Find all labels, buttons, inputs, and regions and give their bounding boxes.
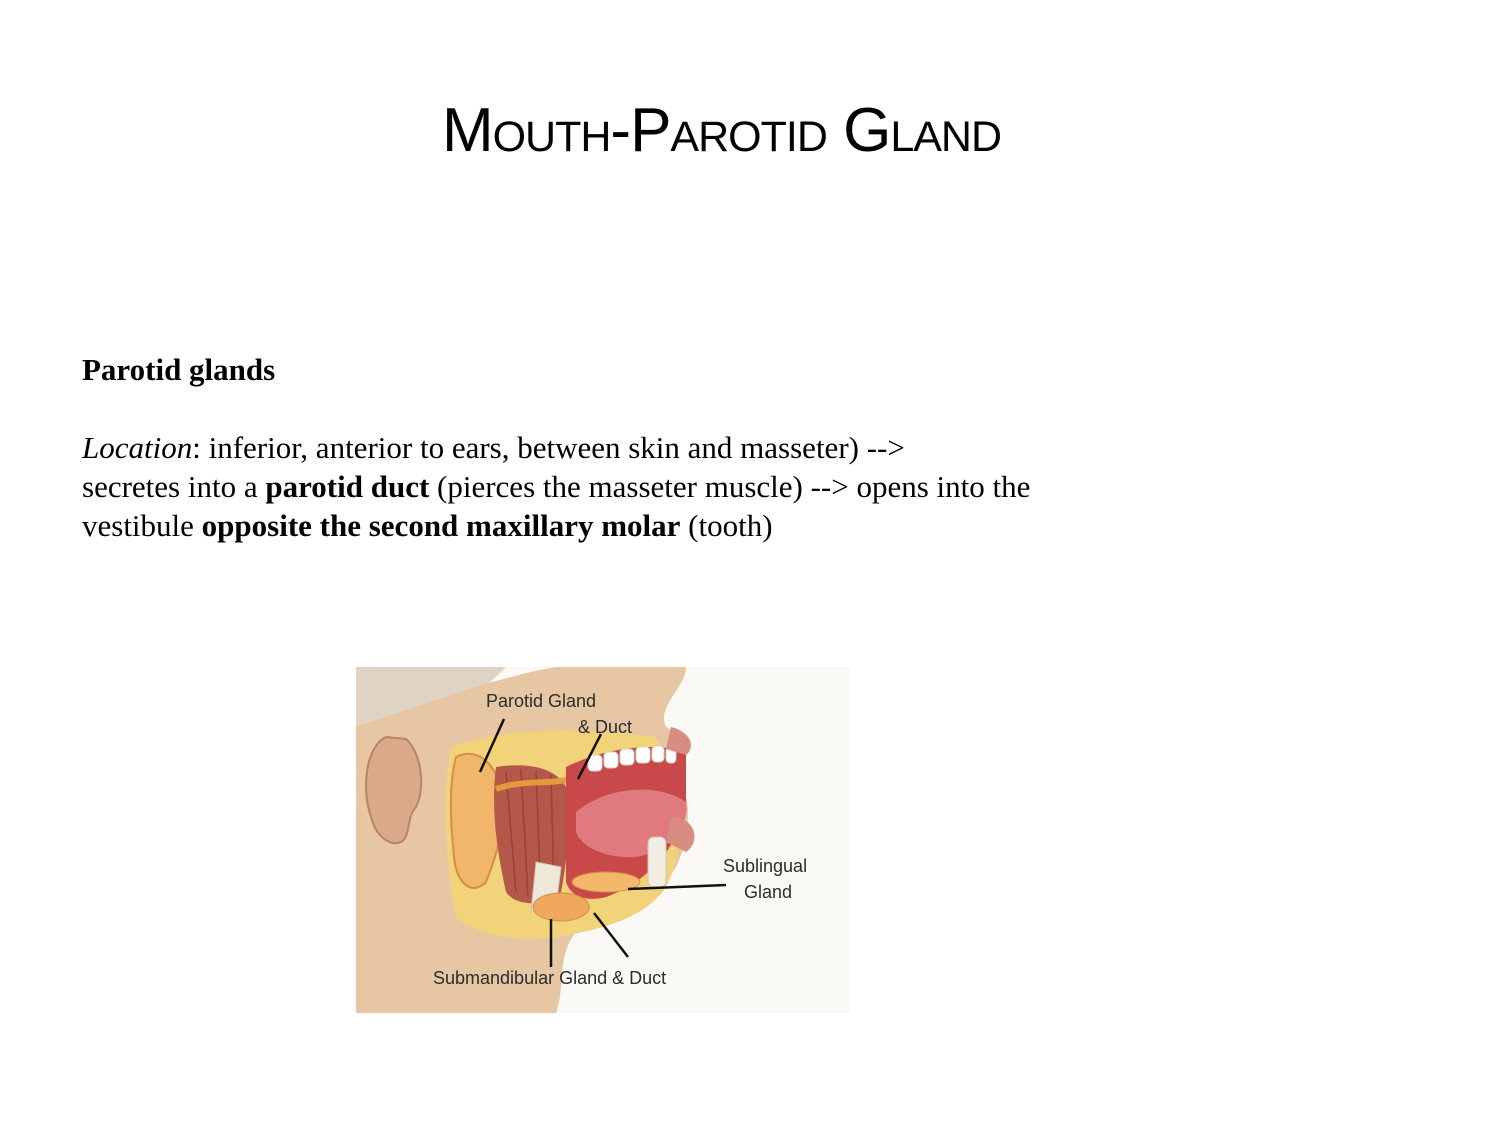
slide-title: Mouth-Parotid Gland [441, 95, 1002, 165]
line3-text-b: (tooth) [680, 508, 773, 543]
label-sublingual-gland: Gland [744, 882, 793, 902]
label-sublingual: Sublingual [723, 856, 808, 876]
label-submandibular: Submandibular Gland & Duct [433, 968, 667, 988]
label-parotid-duct: & Duct [578, 717, 633, 737]
submandibular-gland [533, 893, 589, 921]
section-heading: Parotid glands [82, 352, 276, 387]
salivary-glands-illustration [356, 667, 851, 1013]
molar-term: opposite the second maxillary molar [201, 508, 681, 543]
line2-text-a: secretes into a [82, 469, 266, 504]
anatomy-drawing [356, 667, 851, 1013]
body-text [82, 350, 1182, 545]
line3-text-a: vestibule [82, 508, 202, 543]
location-text: : inferior, anterior to ears, between skin and masseter) --> [192, 430, 905, 465]
label-parotid-gland: Parotid Gland [486, 691, 597, 711]
location-paragraph [82, 428, 1182, 545]
line2-text-b: (pierces the masseter muscle) --> opens into the [429, 469, 1031, 504]
location-label: Location [82, 430, 193, 465]
lower-tooth [648, 837, 666, 887]
parotid-duct-term: parotid duct [265, 469, 430, 504]
